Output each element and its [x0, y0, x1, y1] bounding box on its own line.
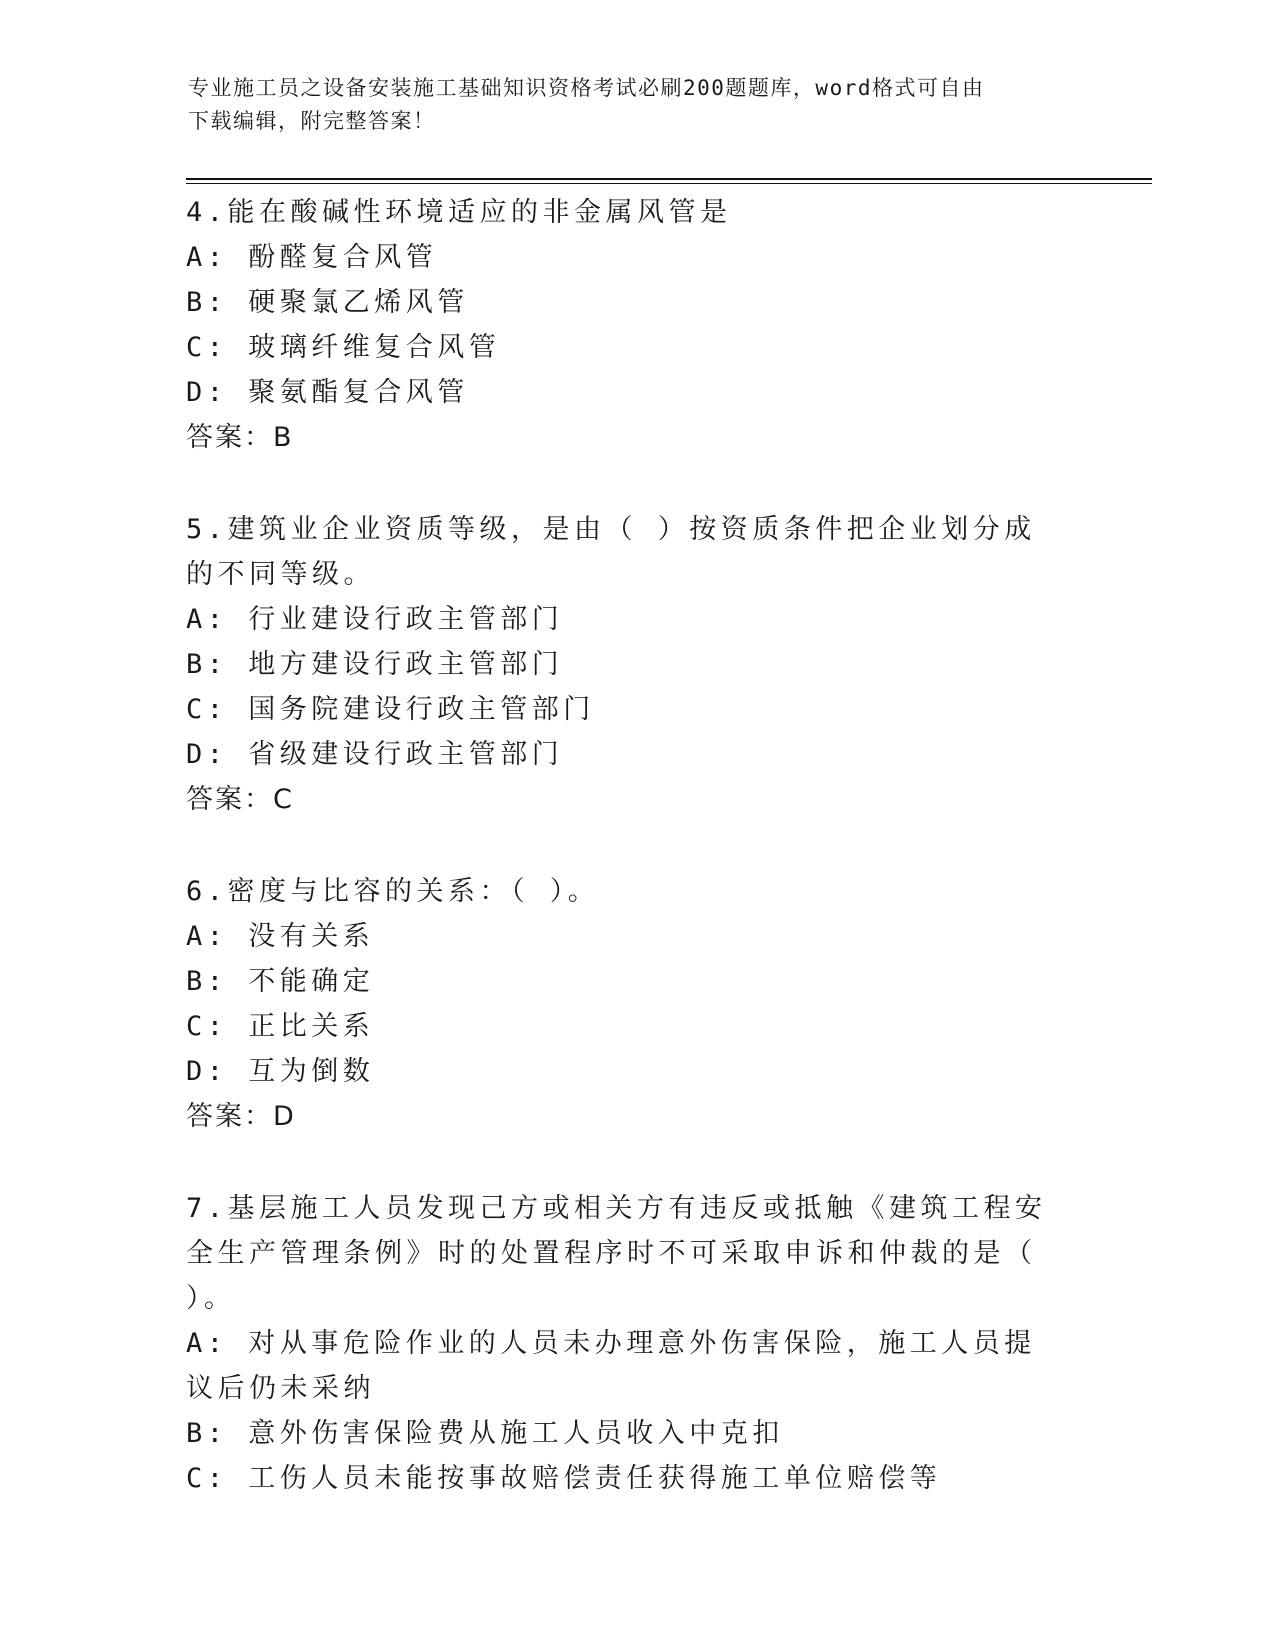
- question-7: [186, 1186, 1086, 1501]
- question-text: 6.密度与比容的关系：（ ）。: [186, 876, 600, 907]
- question-4: [186, 190, 1086, 461]
- option-c: C: 正比关系: [186, 1011, 375, 1042]
- header-line-1: 专业施工员之设备安装施工基础知识资格考试必刷200题题库，word格式可自由: [188, 76, 985, 100]
- option-b: B: 硬聚氯乙烯风管: [186, 287, 469, 318]
- option-d: D: 聚氨酯复合风管: [186, 377, 469, 408]
- answer-label: 答案：B: [186, 422, 294, 453]
- option-c: C: 玻璃纤维复合风管: [186, 332, 501, 363]
- question-list: [186, 190, 1086, 1547]
- question-text: 7.基层施工人员发现己方或相关方有违反或抵触《建筑工程安全生产管理条例》时的处置程序时不可采取申诉和仲裁的是（ ）。: [186, 1193, 1047, 1314]
- option-a: A: 酚醛复合风管: [186, 242, 438, 273]
- option-a: A: 行业建设行政主管部门: [186, 604, 564, 635]
- question-6: [186, 869, 1086, 1140]
- header-divider-thick: [186, 178, 1152, 180]
- option-b: B: 地方建设行政主管部门: [186, 649, 564, 680]
- option-c: C: 国务院建设行政主管部门: [186, 694, 595, 725]
- option-b: B: 意外伤害保险费从施工人员收入中克扣: [186, 1418, 784, 1449]
- option-a: A: 没有关系: [186, 921, 375, 952]
- answer-label: 答案：C: [186, 784, 294, 815]
- question-text: 5.建筑业企业资质等级，是由（ ）按资质条件把企业划分成的不同等级。: [186, 514, 1036, 590]
- document-header: [188, 72, 1088, 138]
- option-a: A: 对从事危险作业的人员未办理意外伤害保险，施工人员提议后仍未采纳: [186, 1328, 1036, 1404]
- option-b: B: 不能确定: [186, 966, 375, 997]
- option-d: D: 互为倒数: [186, 1056, 375, 1087]
- option-c: C: 工伤人员未能按事故赔偿责任获得施工单位赔偿等: [186, 1463, 942, 1494]
- question-5: [186, 507, 1086, 823]
- option-d: D: 省级建设行政主管部门: [186, 739, 564, 770]
- header-divider-thin: [186, 183, 1152, 184]
- answer-label: 答案：D: [186, 1101, 296, 1132]
- header-line-2: 下载编辑，附完整答案！: [188, 109, 436, 133]
- question-text: 4.能在酸碱性环境适应的非金属风管是: [186, 197, 732, 228]
